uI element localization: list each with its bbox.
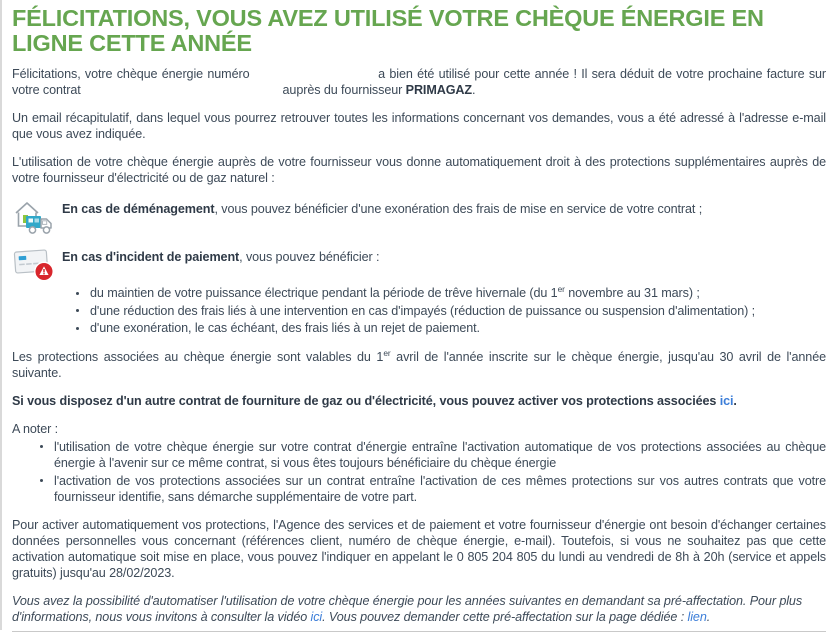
- footer-text-part1: Vous avez la possibilité d'automatiser l'utilisation de votre chèque énergie pour les années suivantes en demandant sa pré-affectation. Pour plus d'informations, nous vous invitons à consulter la vidéo: [12, 593, 803, 624]
- list-item: l'utilisation de votre chèque énergie sur votre contrat d'énergie entraîne l'activation automatique de vos protections associées au chèque énergie à l'avenir sur ce même contrat, si vous êtes toujours bénéficiaire du chèque énergie: [40, 439, 826, 472]
- protection-desc-payment: , vous pouvez bénéficier :: [239, 250, 380, 264]
- list-item: [76, 285, 826, 302]
- redacted-cheque-number: [254, 66, 374, 82]
- dedicated-page-link[interactable]: lien: [687, 609, 707, 624]
- protection-label-moving: En cas de déménagement: [62, 202, 215, 216]
- intro-text-part2: a bien été utilisé pour cette année ! Il sera déduit de votre prochaine facture sur votre contrat: [12, 67, 827, 97]
- supplier-name: PRIMAGAZ: [405, 83, 473, 97]
- validity-paragraph: [12, 349, 826, 381]
- intro-text-part4: .: [472, 83, 476, 97]
- intro-text-part1: Félicitations, votre chèque énergie numéro: [12, 67, 250, 81]
- protection-row-moving: [12, 195, 826, 237]
- payment-card-warning-icon: [12, 243, 58, 285]
- footer-text-part3: .: [706, 609, 711, 624]
- other-contract-end: .: [733, 393, 737, 408]
- bottom-divider: [12, 631, 826, 632]
- anoter-list: [12, 439, 826, 506]
- protection-text-payment-incident: [62, 243, 379, 265]
- intro-paragraph: [12, 66, 826, 98]
- redacted-contract-number: [84, 82, 279, 98]
- other-contract-paragraph: [12, 393, 826, 409]
- validity-text-pre: Les protections associées au chèque énergie sont valables du 1: [12, 349, 384, 364]
- list-item: [76, 320, 826, 337]
- incident-benefits-list: [12, 285, 826, 337]
- other-contract-text: Si vous disposez d'un autre contrat de fourniture de gaz ou d'électricité, vous pouvez activer vos protections associées: [12, 393, 720, 408]
- validity-text-post: avril de l'année inscrite sur le chèque énergie, jusqu'au 30 avril de l'année suivante.: [12, 349, 826, 380]
- list-item: l'activation de vos protections associées sur un contrat entraîne l'activation de ces mêmes protections sur vos autres contrats que votre fournisseur identifie, sans démarche supplémentaire de votre part.: [40, 473, 826, 506]
- bullet-text-pre: d'une réduction des frais liés à une intervention en cas d'impayés (réduction de puissance ou suspension d'alimentation) ;: [90, 303, 755, 318]
- ordinal-suffix: er: [383, 347, 391, 358]
- protection-desc-moving: , vous pouvez bénéficier d'une exonération des frais de mise en service de votre contrat ;: [214, 202, 703, 216]
- intro-text-part3: auprès du fournisseur: [282, 83, 403, 97]
- page-title: FÉLICITATIONS, VOUS AVEZ UTILISÉ VOTRE CHÈQUE ÉNERGIE EN LIGNE CETTE ANNÉE: [12, 5, 764, 56]
- bullet-text-pre: du maintien de votre puissance électrique pendant la période de trêve hivernale (du 1: [90, 286, 558, 300]
- list-item: [76, 303, 826, 320]
- preaffectation-paragraph: [12, 593, 826, 625]
- bullet-text-post: novembre au 31 mars) ;: [564, 286, 700, 300]
- protection-text-moving: [62, 195, 702, 217]
- protection-row-payment-incident: [12, 243, 826, 285]
- bullet-text-pre: d'une exonération, le cas échéant, des frais liés à un rejet de paiement.: [90, 321, 480, 335]
- email-recap-paragraph: Un email récapitulatif, dans lequel vous pourrez retrouver toutes les informations concernant vos demandes, vous a été adressé à l'adresse e-mail que vous avez indiquée.: [12, 111, 826, 141]
- ordinal-suffix: er: [557, 283, 565, 294]
- protection-label-payment: En cas d'incident de paiement: [62, 250, 240, 264]
- video-link[interactable]: ici: [310, 609, 323, 624]
- usage-protections-paragraph: L'utilisation de votre chèque énergie auprès de votre fournisseur vous donne automatiquement droit à des protections supplémentaires auprès de votre fournisseur d'électricité ou de gaz naturel :: [12, 155, 826, 185]
- house-moving-truck-icon: [12, 195, 58, 237]
- activate-protections-link[interactable]: ici: [719, 393, 734, 408]
- anoter-heading: A noter :: [12, 421, 59, 436]
- activation-data-paragraph: Pour activer automatiquement vos protections, l'Agence des services et de paiement et votre fournisseur d'énergie ont besoin d'échanger certaines données personnelles vous concernant (références client, numéro de chèque énergie, e-mail). Toutefois, si vous ne souhaitez pas que cette activation automatique soit mise en place, vous pouvez l'indiquer en appelant le 0 805 204 805 du lundi au vendredi de 8h à 20h (service et appels gratuits) jusqu'au 28/02/2023.: [12, 517, 826, 580]
- footer-text-part2: . Vous pouvez demander cette pré-affectation sur la page dédiée :: [322, 609, 688, 624]
